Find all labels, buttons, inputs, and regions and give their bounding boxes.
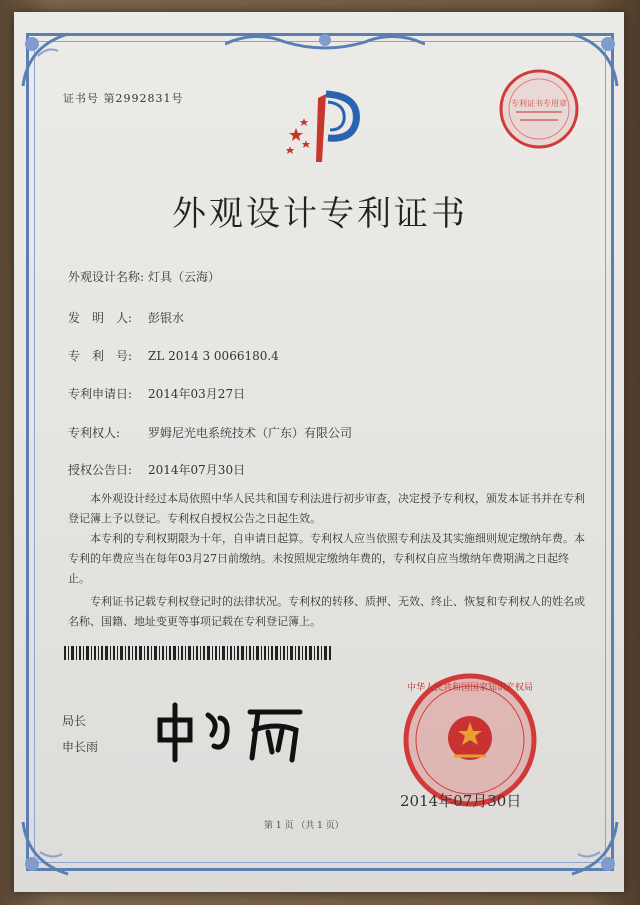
certificate-title: 外观设计专利证书 [172,194,468,234]
issue-date: 2014年07月30日 [400,792,522,810]
field-value: 罗姆尼光电系统技术（广东）有限公司 [148,426,353,440]
field-label: 授权公告日: [68,463,133,477]
field-value: 灯具（云海） [148,270,221,284]
field-label: 外观设计名称: [68,270,145,284]
field-value: 彭银水 [148,311,185,325]
corner-ornament-icon [552,812,622,882]
small-seal-icon [496,66,582,152]
field-patentee [68,424,352,441]
paragraph-term: 本专利的专利权期限为十年，自申请日起算。专利权人应当依照专利法及其实施细则规定缴纳年费。本专利的年费应当在每年03月27日前缴纳。未按照规定缴纳年费的，专利权自应当缴纳年费期满之日起终止。 [68,532,585,585]
signer-name: 申长雨 [62,740,99,754]
barcode-icon [64,646,332,660]
field-value: 2014年07月30日 [148,463,246,477]
field-inventor [68,309,184,326]
paragraph-grant: 本外观设计经过本局依照中华人民共和国专利法进行初步审查，决定授予专利权，颁发本证书并在专利登记簿上予以登记。专利权自授权公告之日起生效。 [68,492,585,525]
seal-big-text: 中华人民共和国国家知识产权局 [406,683,534,693]
field-label: 专利权人: [68,426,121,440]
page-number: 第 1 页 （共 1 页） [264,821,344,831]
signer-title: 局长 [62,714,87,728]
national-ip-seal-icon [392,668,548,808]
corner-ornament-icon [18,812,88,882]
field-design-name [68,268,220,285]
field-label: 专利申请日: [68,387,133,401]
corner-ornament-icon [18,26,88,96]
top-ornament-icon [225,30,425,54]
handwritten-signature-icon [150,690,310,770]
field-patent-number [68,347,279,364]
patent-logo-icon [282,88,372,168]
field-label: 专 利 号: [68,349,133,363]
certificate-number: 证书号 第2992831号 [63,92,184,105]
small-seal-text: 专利证书专用章 [511,99,567,108]
paragraph-legal-status: 专利证书记载专利权登记时的法律状况。专利权的转移、质押、无效、终止、恢复和专利权人的姓名或名称、国籍、地址变更等事项记载在专利登记簿上。 [68,595,585,628]
field-label: 发 明 人: [68,311,133,325]
field-value: ZL 2014 3 0066180.4 [148,349,279,363]
field-application-date [68,385,245,402]
field-grant-date [68,461,245,478]
field-value: 2014年03月27日 [148,387,246,401]
